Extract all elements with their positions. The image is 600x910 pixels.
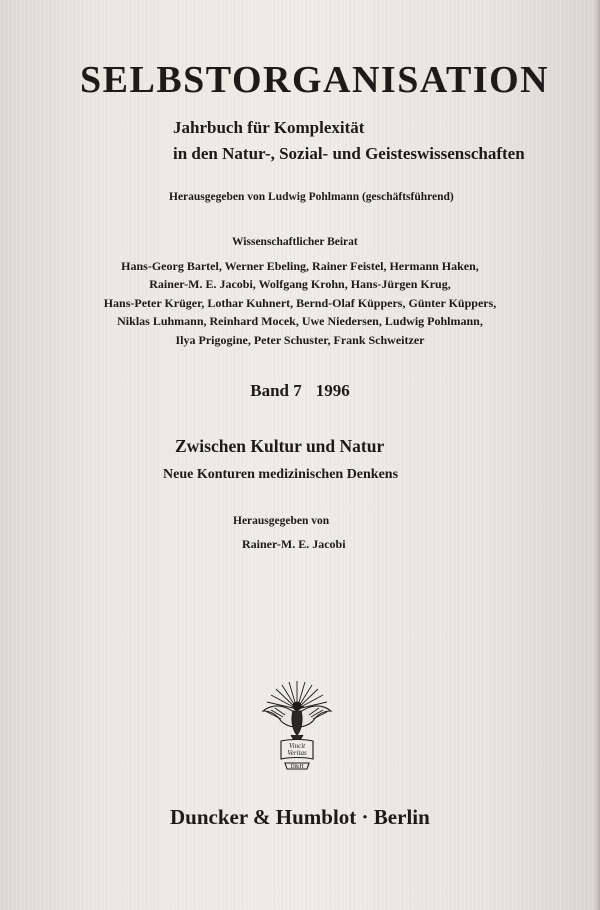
publisher-logo (255, 675, 340, 775)
advisory-board-list (60, 257, 540, 349)
advisory-board-heading: Wissenschaftlicher Beirat (232, 236, 358, 248)
series-title: SELBSTORGANISATION (80, 59, 550, 101)
series-subtitle-line1: Jahrbuch für Komplexität (173, 118, 365, 137)
series-editor-line: Herausgegeben von Ludwig Pohlmann (geschäftsführend) (169, 191, 454, 203)
volume-title: Zwischen Kultur und Natur (175, 436, 385, 456)
volume-year: 1996 (315, 381, 350, 400)
volume-subtitle: Neue Konturen medizinischen Denkens (163, 467, 399, 482)
cover-edge-shadow (594, 0, 600, 910)
logo-motto-line1: Vincit (288, 742, 306, 750)
advisory-board-line: Ilya Prigogine, Peter Schuster, Frank Schweitzer (175, 332, 425, 347)
advisory-board-line: Hans-Peter Krüger, Lothar Kuhnert, Bernd-Olaf Küppers, Günter Küppers, (103, 295, 497, 310)
advisory-board-line: Rainer-M. E. Jacobi, Wolfgang Krohn, Hans-Jürgen Krug, (149, 277, 451, 292)
volume-info (0, 381, 600, 401)
volume-number: Band 7 (250, 381, 302, 400)
logo-monogram: D&H (290, 764, 304, 770)
advisory-board-line: Hans-Georg Bartel, Werner Ebeling, Rainer Feistel, Hermann Haken, (121, 259, 479, 273)
logo-motto-line2: Veritas (287, 749, 307, 757)
series-subtitle-line2: in den Natur-, Sozial- und Geisteswissenschaften (173, 144, 525, 163)
advisory-board-line: Niklas Luhmann, Reinhard Mocek, Uwe Niedersen, Ludwig Pohlmann, (117, 314, 483, 329)
volume-editor: Rainer-M. E. Jacobi (242, 537, 346, 551)
publisher-imprint: Duncker & Humblot · Berlin (170, 805, 430, 829)
volume-edited-by: Herausgegeben von (233, 515, 330, 527)
